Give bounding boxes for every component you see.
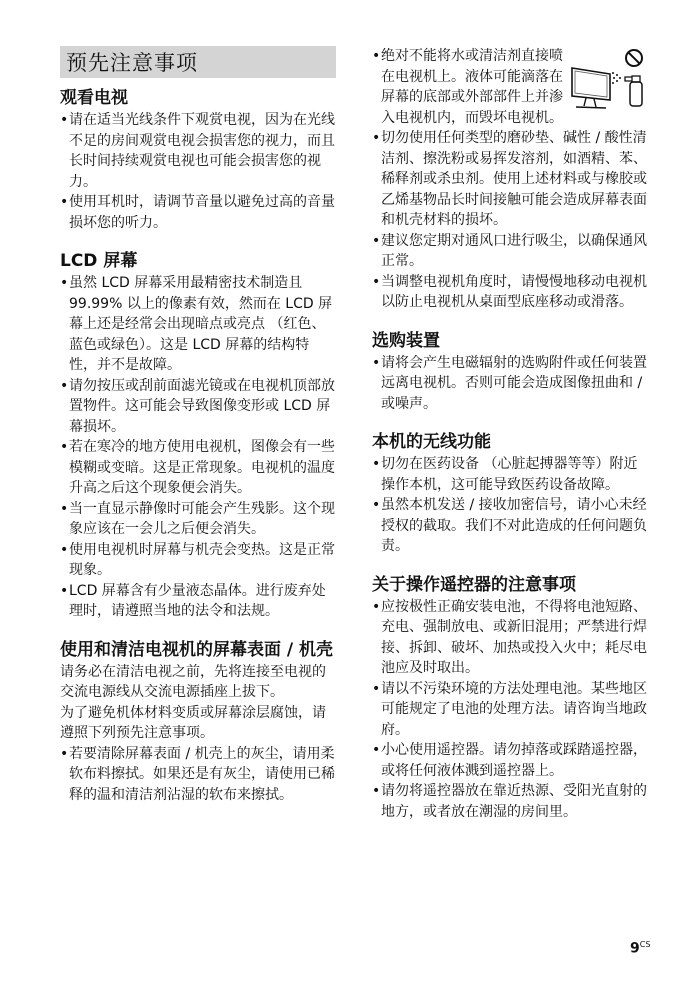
bullet-item: • 使用电视机时屏幕与机壳会变热。这是正常现象。 xyxy=(60,540,336,581)
bullet-item: • 使用耳机时，请调节音量以避免过高的音量损坏您的听力。 xyxy=(60,192,336,233)
bullet-item: • 请勿按压或刮前面滤光镜或在电视机顶部放置物件。这可能会导致图像变形或 LCD 屏幕损坏。 xyxy=(60,376,336,438)
bullet-item: • 当一直显示静像时可能会产生残影。这个现象应该在一会儿之后便会消失。 xyxy=(60,499,336,540)
bullet-item: • 请将会产生电磁辐射的选购附件或任何装置远离电视机。否则可能会造成图像扭曲和 / 或噪声。 xyxy=(372,353,648,415)
section-heading: 关于操作遥控器的注意事项 xyxy=(372,574,576,595)
section-lcd-screen xyxy=(60,249,336,622)
bullet-item: • 小心使用遥控器。请勿掉落或踩踏遥控器，或将任何液体溅到遥控器上。 xyxy=(372,740,648,781)
section-remote-control xyxy=(372,573,648,823)
paragraph: 请务必在清洁电视之前，先将连接至电视的交流电源线从交流电源插座上拔下。 xyxy=(60,663,326,700)
section-heading: 使用和清洁电视机的屏幕表面 / 机壳 xyxy=(60,639,334,660)
bullet-item: • 虽然 LCD 屏幕采用最精密技术制造且 99.99% 以上的像素有效，然而在 LCD 屏幕上还是经常会出现暗点或亮点 （红色、蓝色或绿色）。这是 LCD 屏幕的结构特性，并不是故障。 xyxy=(60,273,336,376)
bullet-item: • 请以不污染环境的方法处理电池。某些地区可能规定了电池的处理方法。请咨询当地政府。 xyxy=(372,679,648,741)
section-heading: 观看电视 xyxy=(60,88,128,108)
no-spray-on-tv-icon xyxy=(564,48,648,112)
bullet-item: • 切勿使用任何类型的磨砂垫、碱性 / 酸性清洁剂、擦洗粉或易挥发溶剂，如酒精、苯、稀释剂或杀虫剂。使用上述材料或与橡胶或乙烯基物品长时间接触可能会造成屏幕表面和机壳材料的损坏。 xyxy=(372,128,648,231)
right-column xyxy=(372,46,648,828)
section-heading: LCD 屏幕 xyxy=(60,251,138,271)
bullet-item: • 请在适当光线条件下观赏电视，因为在光线不足的房间观赏电视会损害您的视力，而且长时间持续观赏电视也可能会损害您的视力。 xyxy=(60,110,336,192)
bullet-item: • 绝对不能将水或清洁剂直接喷在电视机上。液体可能滴落在屏幕的底部或外部部件上并渗入电视机内，而毁坏电视机。 xyxy=(372,46,648,128)
section-watching-tv xyxy=(60,86,336,233)
bullet-item: • 请勿将遥控器放在靠近热源、受阳光直射的地方，或者放在潮湿的房间里。 xyxy=(372,781,648,822)
section-heading: 选购装置 xyxy=(372,330,440,351)
bullet-item: • 当调整电视机角度时，请慢慢地移动电视机以防止电视机从桌面型底座移动或滑落。 xyxy=(372,272,648,313)
paragraph: 为了避免机体材料变质或屏幕涂层腐蚀，请遵照下列预先注意事项。 xyxy=(60,704,326,741)
bullet-item: • 虽然本机发送 / 接收加密信号，请小心未经授权的截取。我们不对此造成的任何问题负责。 xyxy=(372,495,648,557)
bullet-item: • LCD 屏幕含有少量液态晶体。进行废弃处理时，请遵照当地的法令和法规。 xyxy=(60,581,336,622)
page-title: 预先注意事项 xyxy=(60,46,336,78)
section-heading: 本机的无线功能 xyxy=(372,432,491,452)
bullet-item: • 切勿在医药设备 （心脏起搏器等等）附近操作本机，这可能导致医药设备故障。 xyxy=(372,454,648,495)
bullet-item: • 若在寒冷的地方使用电视机，图像会有一些模糊或变暗。这是正常现象。电视机的温度升高之后这个现象便会消失。 xyxy=(60,437,336,499)
section-optional-equipment xyxy=(372,329,648,415)
page-number: $9^{CS}$ xyxy=(630,940,651,957)
bullet-item: • 若要清除屏幕表面 / 机壳上的灰尘，请用柔软布料擦拭。如果还是有灰尘，请使用已稀释的温和清洁剂沾湿的软布来擦拭。 xyxy=(60,744,336,806)
section-cleaning-continued xyxy=(372,46,648,313)
bullet-item: • 建议您定期对通风口进行吸尘，以确保通风正常。 xyxy=(372,231,648,272)
section-cleaning xyxy=(60,638,336,806)
section-wireless-function xyxy=(372,430,648,557)
bullet-item: • 应按极性正确安装电池，不得将电池短路、充电、强制放电、或新旧混用；严禁进行焊接、拆卸、破坏、加热或投入火中；耗尽电池应及时取出。 xyxy=(372,597,648,679)
left-column xyxy=(60,46,336,811)
